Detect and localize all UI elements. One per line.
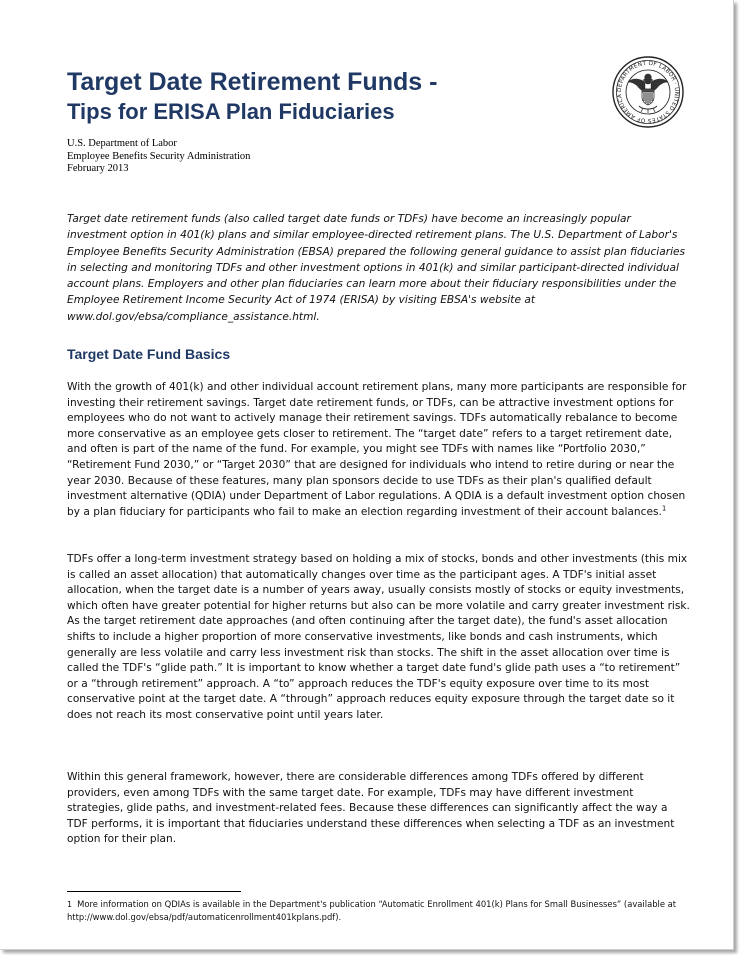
agency-name: Employee Benefits Security Administration (67, 150, 251, 162)
footnote-number: 1 (67, 900, 73, 909)
footnote-text: More information on QDIAs is available in the Department's publication “Automatic Enrollment 401(k) Plans for Small Businesses” (available at http://www.dol.gov/ebsa/pdf/automaticenrollment401kplans.pdf). (67, 899, 677, 922)
document-title (67, 66, 437, 126)
footnote-divider (67, 891, 241, 892)
body-paragraph-3: Within this general framework, however, there are considerable differences among TDFs offered by different providers, even among TDFs with the same target date. For example, TDFs may have different investment strategies, glide paths, and investment-related fees. Because these differences can significantly affect the way a TDF performs, it is important that fiduciaries understand these differences when selecting a TDF as an investment option for their plan. (67, 771, 675, 846)
footnote-reference[interactable]: 1 (661, 504, 667, 513)
intro-paragraph: Target date retirement funds (also called target date funds or TDFs) have become an increasingly popular investment option in 401(k) plans and similar employee-directed retirement plans. The U.S. Department of Labor's Employee Benefits Security Administration (EBSA) prepared the following general guidance to assist plan fiduciaries in selecting and monitoring TDFs and other investment options in 401(k) and similar participant-directed individual account plans. Employers and other plan fiduciaries can learn more about their fiduciary responsibilities under the Employee Retirement Income Security Act of 1974 (ERISA) by visiting EBSA's website at www.dol.gov/ebsa/compliance_assistance.html. (67, 213, 686, 323)
footnote (67, 898, 691, 924)
section-heading: Target Date Fund Basics (67, 346, 231, 362)
department-of-labor-seal-icon (612, 56, 684, 128)
body-paragraph-1 (67, 380, 691, 520)
document-meta (67, 138, 250, 176)
body-paragraph-2: TDFs offer a long-term investment strategy based on holding a mix of stocks, bonds and other investments (this mix is called an asset allocation) that automatically changes over time as the participant ages. A TDF's initial asset allocation, when the target date is a number of years away, usually consists mostly of stocks or equity investments, which often have greater potential for higher returns but also can be more volatile and carry greater investment risk. As the target retirement date approaches (and often continuing after the target date), the fund's asset allocation shifts to include a higher proportion of more conservative investments, like bonds and cash instruments, which generally are less volatile and carry less investment risk than stocks. The shift in the asset allocation over time is called the TDF's “glide path.” It is important to know whether a target date fund's glide path uses a “to retirement” or a “through retirement” approach. A “to” approach reduces the TDF's equity exposure over time to its most conservative point at the target date. A “through” approach reduces equity exposure through the target date so it does not reach its most conservative point until years later. (67, 553, 690, 721)
title-line-1: Target Date Retirement Funds - (67, 68, 438, 96)
title-line-2: Tips for ERISA Plan Fiduciaries (67, 99, 395, 124)
publication-date: February 2013 (67, 163, 129, 174)
body-paragraph-1-text: With the growth of 401(k) and other individual account retirement plans, many more participants are responsible for investing their retirement savings. Target date retirement funds, or TDFs, can be attractive investment options for employees who do not want to actively manage their retirement savings. TDFs automatically rebalance to become more conservative as an employee gets closer to retirement. The “target date” refers to a target retirement date, and often is part of the name of the fund. For example, you might see TDFs with names like “Portfolio 2030,” “Retirement Fund 2030,” or “Target 2030” that are designed for individuals who intend to retire during or near the year 2030. Because of these features, many plan sponsors decide to use TDFs as their plan's qualified default investment alternative (QDIA) under Department of Labor regulations. A QDIA is a default investment option chosen by a plan fiduciary for participants who fail to make an election regarding investment of their account balances. (67, 381, 687, 518)
department-name: U.S. Department of Labor (67, 138, 177, 149)
seal-text: DEPARTMENT OF LABOR · UNITED STATES OF AMERICA (616, 60, 680, 124)
